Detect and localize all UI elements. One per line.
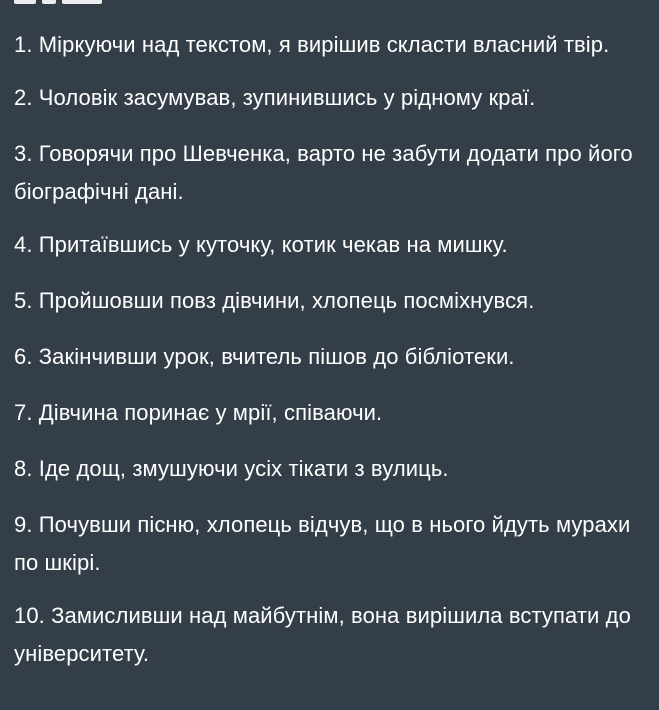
list-item: 1. Міркуючи над текстом, я вирішив скласти власний твір. bbox=[14, 32, 610, 57]
list-item: 9. Почувши пісню, хлопець відчув, що в нього йдуть мурахи по шкірі. bbox=[14, 512, 631, 575]
cut-off-heading bbox=[14, 0, 134, 4]
list-item: 8. Іде дощ, змушуючи усіх тікати з вулиць. bbox=[14, 456, 449, 481]
list-item: 5. Пройшовши повз дівчини, хлопець посміхнувся. bbox=[14, 288, 535, 313]
list-item: 4. Притаївшись у куточку, котик чекав на мишку. bbox=[14, 232, 508, 257]
list-item: 3. Говорячи про Шевченка, варто не забути додати про його біографічні дані. bbox=[14, 141, 633, 204]
sentence-list bbox=[14, 26, 644, 688]
list-item: 6. Закінчивши урок, вчитель пішов до бібліотеки. bbox=[14, 344, 515, 369]
list-item: 2. Чоловік засумував, зупинившись у рідному краї. bbox=[14, 85, 536, 110]
list-item: 10. Замисливши над майбутнім, вона вирішила вступати до університету. bbox=[14, 603, 631, 666]
list-item: 7. Дівчина поринає у мрії, співаючи. bbox=[14, 400, 383, 425]
